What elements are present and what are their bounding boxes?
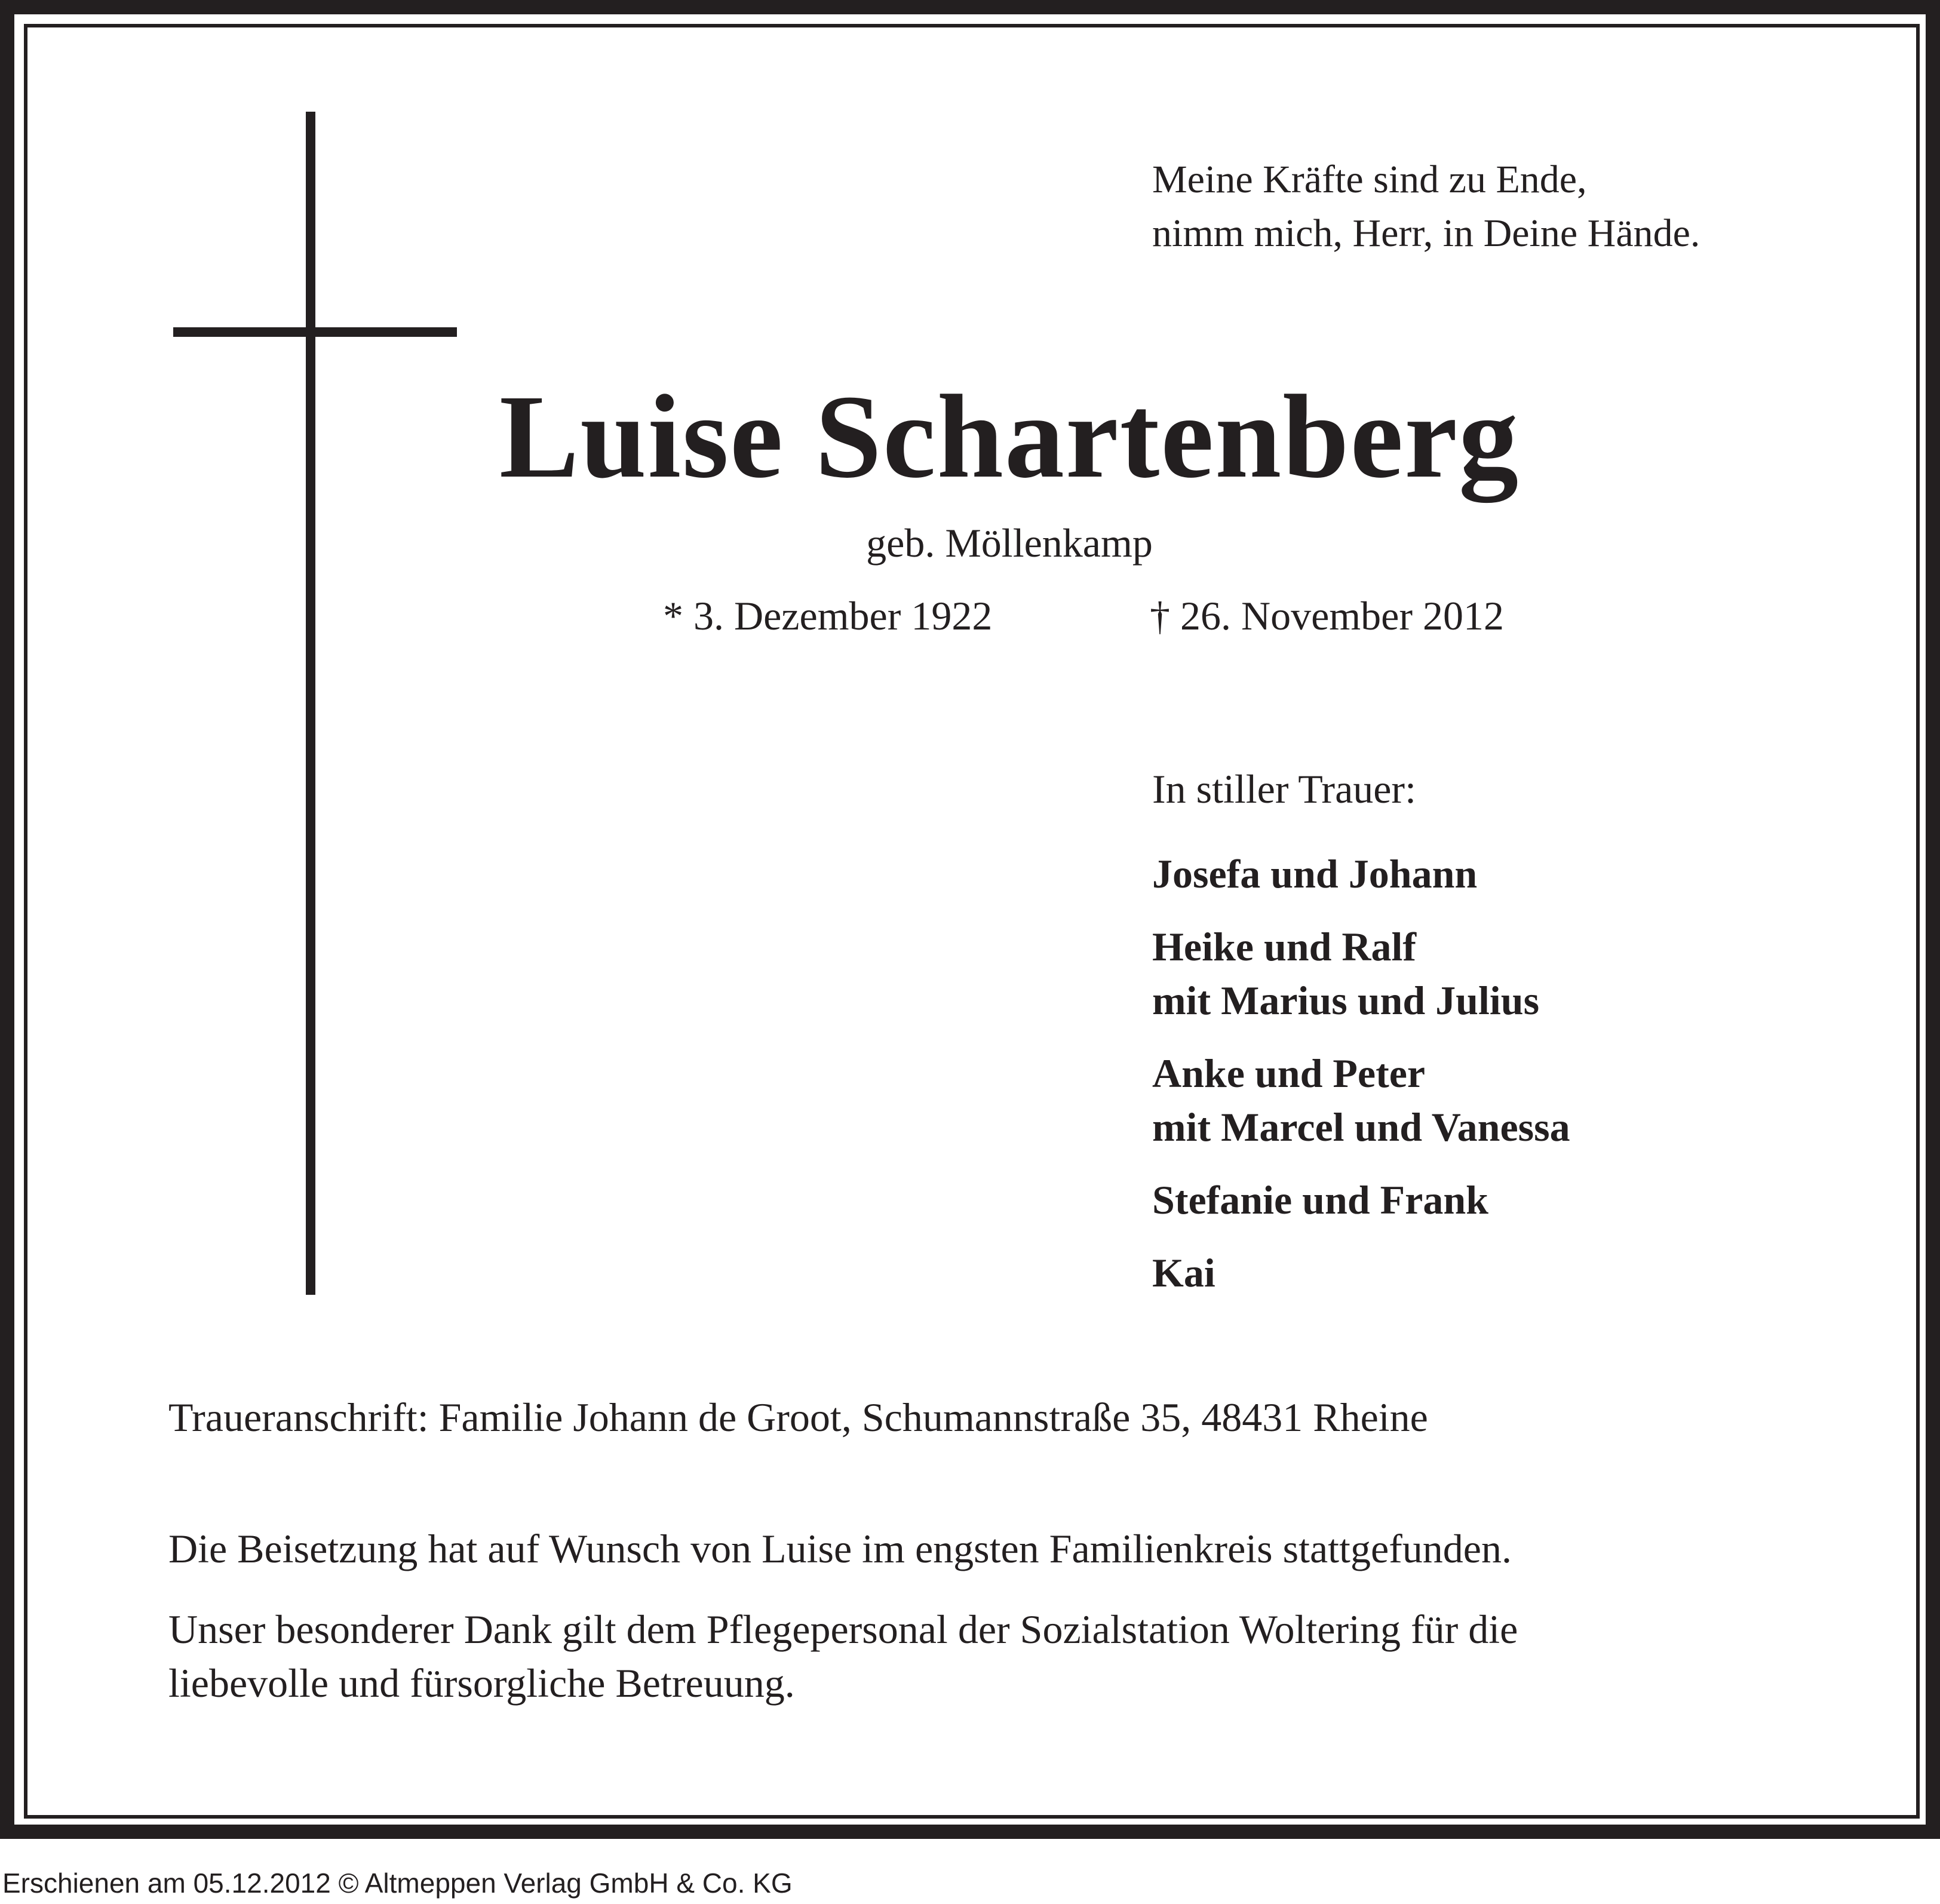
- mourning-intro: In stiller Trauer:: [1152, 766, 1416, 812]
- mourner-line: Heike und Ralf: [1152, 924, 1417, 969]
- cross-icon-vertical-bar: [306, 112, 315, 1295]
- cross-icon-horizontal-bar: [173, 327, 457, 337]
- mourner-group: [1152, 1173, 1570, 1227]
- motto-line-2: nimm mich, Herr, in Deine Hände.: [1152, 211, 1700, 255]
- birth-date: * 3. Dezember 1922: [663, 593, 993, 638]
- mourner-line: Kai: [1152, 1250, 1215, 1295]
- mourner-group: [1152, 1246, 1570, 1300]
- maiden-name: geb. Möllenkamp: [866, 520, 1153, 566]
- motto-line-1: Meine Kräfte sind zu Ende,: [1152, 158, 1587, 201]
- mourner-group: [1152, 847, 1570, 901]
- funeral-note: Die Beisetzung hat auf Wunsch von Luise im engsten Familienkreis stattgefunden.: [168, 1526, 1512, 1571]
- mourner-line: Anke und Peter: [1152, 1051, 1426, 1096]
- thanks-line-2: liebevolle und fürsorgliche Betreuung.: [168, 1660, 795, 1706]
- thanks-note: [168, 1602, 1518, 1710]
- deceased-name: Luise Schartenberg: [499, 371, 1520, 503]
- mourner-line: Stefanie und Frank: [1152, 1177, 1488, 1223]
- mourner-line: Josefa und Johann: [1152, 851, 1478, 896]
- publication-note: Erschienen am 05.12.2012 © Altmeppen Verlag GmbH & Co. KG: [2, 1868, 793, 1899]
- mourner-line: mit Marcel und Vanessa: [1152, 1104, 1570, 1150]
- mourner-line: mit Marius und Julius: [1152, 978, 1540, 1023]
- mourning-address: Traueranschrift: Familie Johann de Groot, Schumannstraße 35, 48431 Rheine: [168, 1395, 1428, 1440]
- mourner-group: [1152, 920, 1570, 1027]
- death-date: † 26. November 2012: [1150, 593, 1505, 638]
- mourners-list: [1152, 847, 1570, 1319]
- thanks-line-1: Unser besonderer Dank gilt dem Pflegepersonal der Sozialstation Woltering für die: [168, 1607, 1518, 1652]
- mourner-group: [1152, 1046, 1570, 1154]
- motto-verse: [1152, 153, 1700, 260]
